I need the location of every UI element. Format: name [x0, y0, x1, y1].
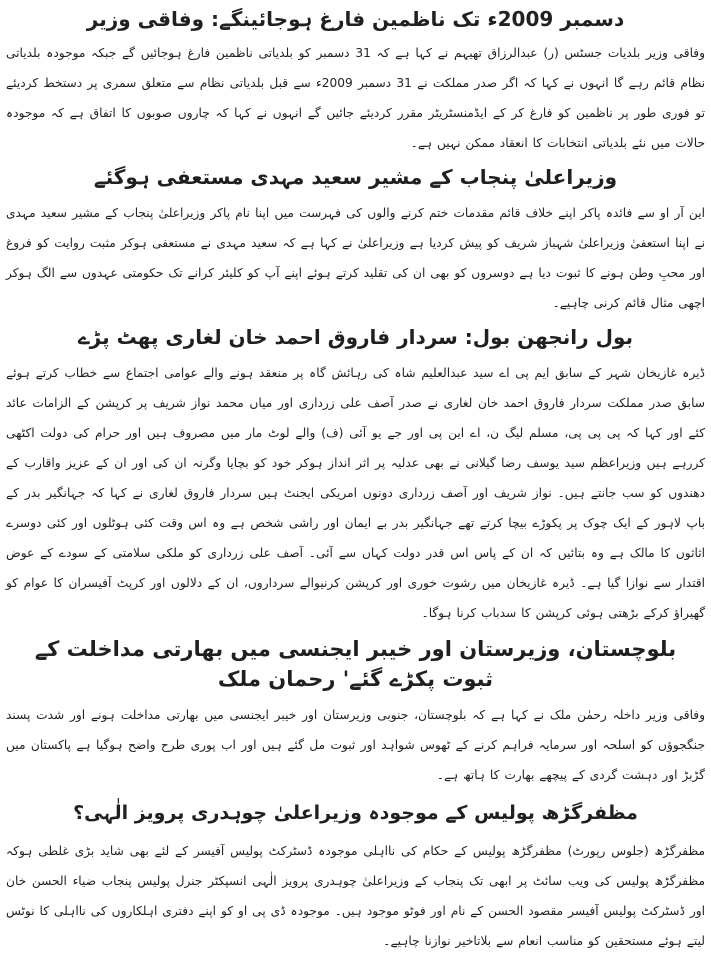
article-body: ڈیرہ غازیخان شہر کے سابق ایم پی اے سید عبدالعلیم شاہ کی رہائش گاہ پر منعقد ہونے والے عوامی اجتماع سے خطاب کرتے ہوئے سابق صدر مملکت سردار فاروق احمد خان لغاری نے صدر آصف علی زرداری اور میاں محمد نواز شریف پر کرپشن کے الزامات عائد کئے اور کہا کہ پی پی پی، مسلم لیگ ن، اے این پی اور جے یو آئی (ف) والے لوٹ مار میں مصروف ہیں اور حرام کی دولت اکٹھی کررہے ہیں وزیراعظم سید یوسف رضا گیلانی نے بھی عدلیہ پر اثر انداز ہوکر خود کو بچایا وگرنہ ان کی اور ان کے عزیز واقارب کے دھندوں کو سب جانتے ہیں۔ نواز شریف اور آصف زرداری دونوں امریکی ایجنٹ ہیں سردار فاروق لغاری نے کہا کہ جہانگیر بدر کے باپ لاہور کے ایک چوک پر پکوڑے بیچا کرتے تھے جہانگیر بدر بے ایمان اور راشی شخص ہے وہ اس وقت کئی ہوٹلوں اور کئی دوسرے اثاثوں کا مالک ہے وہ بتائیں کہ ان کے پاس اس قدر دولت کہاں سے آئی۔ آصف علی زرداری کو ملکی سلامتی کے سودے کے عوض اقتدار سے نوازا گیا ہے۔ ڈیرہ غازیخان میں رشوت خوری اور کرپشن کرنیوالے سرداروں، ان کے دلالوں اور کرپٹ آفیسران کا عوام کو گھیراؤ کرکے بڑھتی ہوئی کرپشن کا سدباب کرنا ہوگا۔	[6, 366, 705, 620]
article-rehman-malik	[6, 634, 705, 790]
article-body: مظفرگڑھ (جلوس رپورٹ) مظفرگڑھ پولیس کے حکام کی نااہلی موجودہ ڈسٹرکٹ پولیس آفیسر کے لئے بھی شاید بڑی غلطی ہوکہ مظفرگڑھ پولیس کی ویب سائٹ پر ابھی تک پنجاب کے وزیراعلیٰ چوہدری پرویز الٰہی انسپکٹر جنرل پولیس پنجاب ضیاء الحسن خان اور ڈسٹرکٹ پولیس آفیسر مقصود الحسن کے نام اور فوٹو موجود ہیں۔ موجودہ ڈی پی او کو اپنے دفتری اہلکاروں کی نااہلی کا نوٹس لیتے ہوئے مستحقین کو مناسب انعام سے بلاتاخیر نوازنا چاہیے۔	[6, 844, 705, 948]
article-body: وفاقی وزیر داخلہ رحمٰن ملک نے کہا ہے کہ بلوچستان، جنوبی وزیرستان اور خیبر ایجنسی میں بھارتی مداخلت ہونے اور شدت پسند جنگجوؤں کو اسلحہ اور سرمایہ فراہم کرنے کے ٹھوس شواہد اور ثبوت مل گئے ہیں اور اب پوری طرح واضح ہوگیا ہے پاکستان میں گڑبڑ اور دہشت گردی کے پیچھے بھارت کا ہاتھ ہے۔	[6, 708, 705, 782]
article-body: این آر او سے فائدہ پاکر اپنے خلاف قائم مقدمات ختم کرنے والوں کی فہرست میں اپنا نام پاکر وزیراعلیٰ پنجاب کے مشیر سعید مہدی نے اپنا استعفیٰ وزیراعلیٰ شہباز شریف کو پیش کردیا ہے وزیراعلیٰ نے کہا ہے کہ سعید مہدی نے مستعفی ہوکر مثبت روایت کو فروغ اور محبِ وطن ہونے کا ثبوت دیا ہے دوسروں کو بھی ان کی تقلید کرتے ہوئے اپنے آپ کو کلیئر کرانے تک حکومتی عہدوں سے الگ ہوکر اچھی مثال قائم کرنی چاہیے۔	[6, 206, 705, 310]
article-saeed-mehdi-resigns	[6, 162, 705, 318]
headline: مظفرگڑھ پولیس کے موجودہ وزیراعلیٰ چوہدری پرویز الٰہی؟	[73, 802, 638, 824]
article-muzaffargarh-police	[6, 798, 705, 956]
article-body: وفاقی وزیر بلدیات جسٹس (ر) عبدالرزاق تھیہم نے کہا ہے کہ 31 دسمبر کو بلدیاتی ناظمین فارغ ہوجائیں گے جبکہ موجودہ بلدیاتی نظام قائم رہے گا انہوں نے کہا کہ اگر صدر مملکت نے 31 دسمبر 2009ء سے قبل بلدیاتی نظام سے متعلق سمری پر دستخط کردیئے تو فوری طور پر ناظمین کو فارغ کر کے ایڈمنسٹریٹر مقرر کردیئے جائیں گے انہوں نے کہا کہ چاروں صوبوں کا اتفاق ہے کہ موجودہ حالات میں نئے بلدیاتی انتخابات کا انعقاد ممکن نہیں ہے۔	[6, 46, 706, 150]
article-local-government	[6, 4, 705, 158]
headline: دسمبر 2009ء تک ناظمین فارغ ہوجائینگے: وفاقی وزیر	[86, 7, 625, 31]
article-leghari-speech	[6, 322, 705, 628]
headline: بلوچستان، وزیرستان اور خیبر ایجنسی میں بھارتی مداخلت کے ثبوت پکڑے گئے' رحمان ملک	[34, 637, 677, 691]
headline: وزیراعلیٰ پنجاب کے مشیر سعید مہدی مستعفی ہوگئے	[93, 165, 618, 189]
headline: بول رانجھن بول: سردار فاروق احمد خان لغاری پھٹ پڑے	[77, 325, 634, 349]
